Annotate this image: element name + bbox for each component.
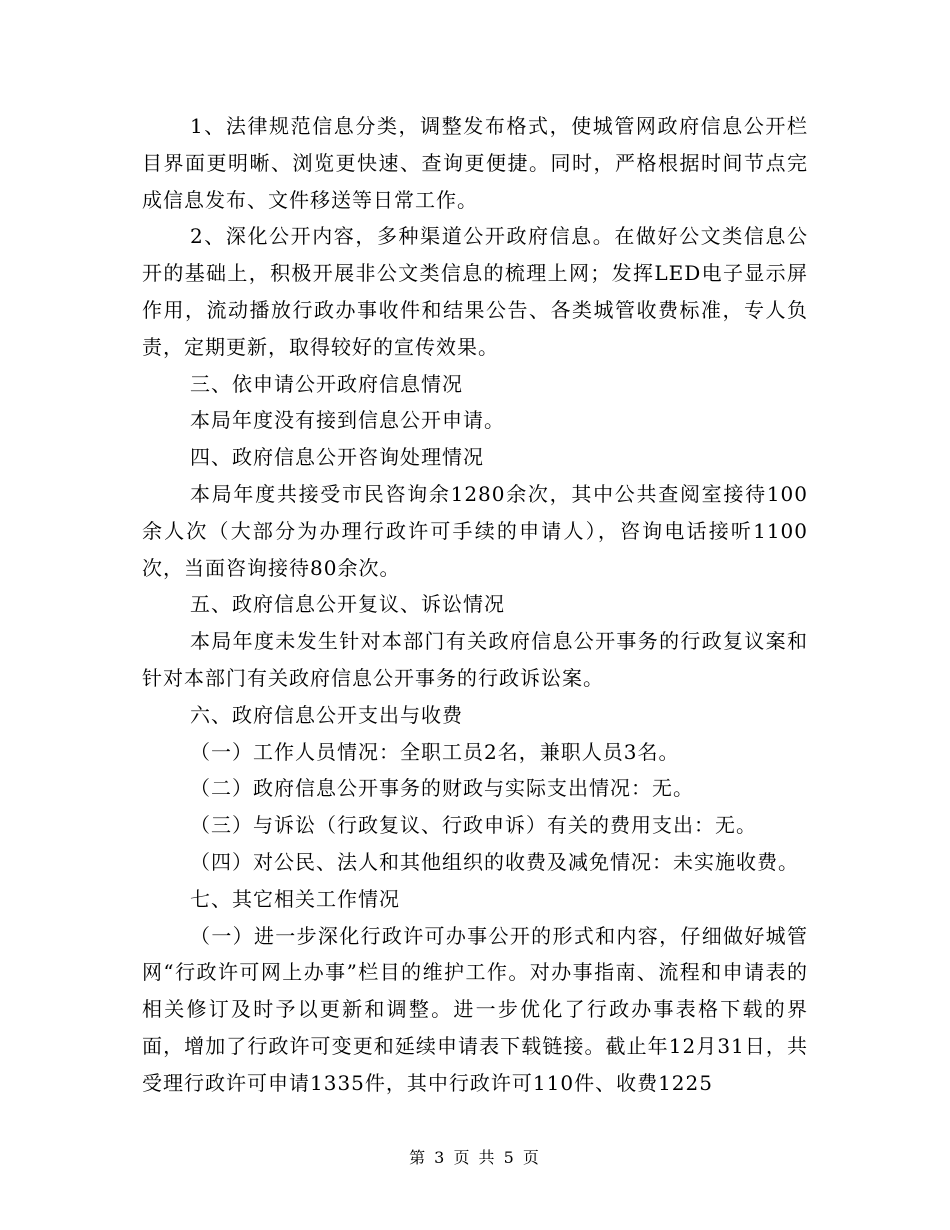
section-heading-5: 五、政府信息公开复议、诉讼情况: [190, 592, 505, 617]
section-heading-7: 七、其它相关工作情况: [190, 886, 400, 911]
section-heading-4: 四、政府信息公开咨询处理情况: [190, 445, 484, 470]
list-item-fees: （四）对公民、法人和其他组织的收费及减免情况：未实施收费。: [190, 849, 799, 874]
list-item-litigation-cost: （三）与诉讼（行政复议、行政申诉）有关的费用支出：无。: [190, 813, 757, 838]
paragraph-4: 本局年度共接受市民咨询余1280余次，其中公共查阅室接待100余人次（大部分为办理行政许可手续的申请人），咨询电话接听1100次，当面咨询接待80余次。: [142, 481, 808, 580]
paragraph-2: 2、深化公开内容，多种渠道公开政府信息。在做好公文类信息公开的基础上，积极开展非公文类信息的梳理上网；发挥LED电子显示屏作用，流动播放行政办事收件和结果公告、各类城管收费标准，专人负责，定期更新，取得较好的宣传效果。: [142, 224, 808, 359]
document-body: [142, 108, 808, 1102]
paragraph-1: 1、法律规范信息分类，调整发布格式，使城管网政府信息公开栏目界面更明晰、浏览更快速、查询更便捷。同时，严格根据时间节点完成信息发布、文件移送等日常工作。: [142, 114, 808, 212]
section-heading-3: 三、依申请公开政府信息情况: [190, 371, 463, 396]
list-item-staff: （一）工作人员情况：全职工员2名，兼职人员3名。: [190, 739, 680, 764]
page-number-footer: 第 3 页 共 5 页: [409, 1148, 541, 1167]
paragraph-3: 本局年度没有接到信息公开申请。: [190, 408, 505, 433]
paragraph-5: 本局年度未发生针对本部门有关政府信息公开事务的行政复议案和针对本部门有关政府信息公开事务的行政诉讼案。: [142, 629, 808, 690]
paragraph-7-1: （一）进一步深化行政许可办事公开的形式和内容，仔细做好城管网“行政许可网上办事”栏目的维护工作。对办事指南、流程和申请表的相关修订及时予以更新和调整。进一步优化了行政办事表格下载的界面，增加了行政许可变更和延续申请表下载链接。截止年12月31日，共受理行政许可申请1335件，其中行政许可110件、收费1225: [142, 923, 808, 1095]
list-item-expenditure: （二）政府信息公开事务的财政与实际支出情况：无。: [190, 776, 694, 801]
section-heading-6: 六、政府信息公开支出与收费: [190, 702, 463, 727]
